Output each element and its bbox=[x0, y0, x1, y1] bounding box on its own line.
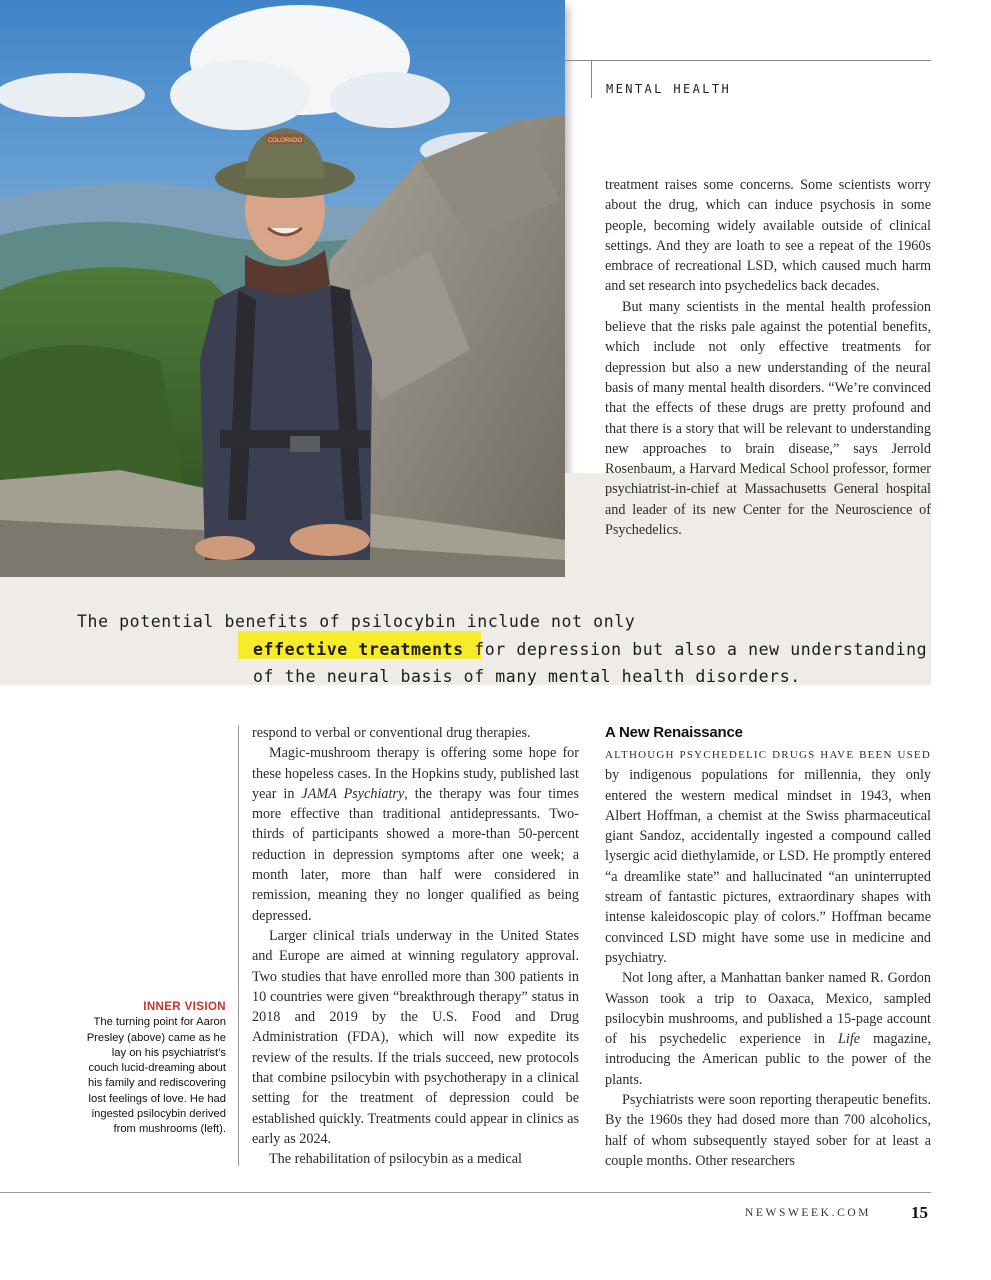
section-label: MENTAL HEALTH bbox=[606, 82, 732, 96]
magazine-title: Life bbox=[837, 1031, 861, 1048]
pull-quote-line-3: of the neural basis of many mental health disorders. bbox=[253, 667, 801, 686]
paragraph: treatment raises some concerns. Some scientists worry about the drug, which can induce psychosis in some people, becoming widely available outside of clinical settings. And they are loath to see a repeat of the 1960s embrace of recreational LSD, which caused much harm and set research into psychedelics back decades. bbox=[605, 177, 931, 295]
caption-text: The turning point for Aaron Presley (above) came as he lay on his psychiatrist’s couch lucid-dreaming about his family and rediscovering lost feelings of love. He had ingested psilocybin derived from mushrooms (left). bbox=[86, 1016, 226, 1136]
middle-column bbox=[252, 723, 579, 1170]
subhead: A New Renaissance bbox=[605, 724, 743, 741]
journal-title: JAMA Psychiatry bbox=[301, 785, 405, 802]
paragraph: The rehabilitation of psilocybin as a medical bbox=[269, 1151, 522, 1168]
paragraph: Psychiatrists were soon reporting therapeutic benefits. By the 1960s they had dosed more than 700 alcoholics, half of whom subsequently stayed sober for at least a couple months. Other researchers bbox=[605, 1092, 931, 1169]
footer-site: NEWSWEEK.COM bbox=[745, 1207, 872, 1219]
pull-quote-line-2-rest: for depression but also a new understanding bbox=[463, 640, 928, 659]
top-right-column bbox=[605, 175, 931, 540]
pull-quote-line-1: The potential benefits of psilocybin include not only bbox=[77, 612, 636, 631]
lead-in: ALTHOUGH PSYCHEDELIC DRUGS HAVE BEEN USED bbox=[605, 749, 931, 761]
paragraph-text: Not long after, a Manhattan banker named R. Gordon Wasson took a trip to Oaxaca, Mexico, sampled psilocybin mushrooms, and published a 15-page account of his psychedelic experience in bbox=[605, 970, 931, 1048]
page-number: 15 bbox=[911, 1203, 928, 1222]
pull-quote-line-2 bbox=[253, 640, 927, 659]
section-rule bbox=[565, 60, 931, 61]
paragraph bbox=[252, 743, 579, 926]
hat-logo-text: COLORADO bbox=[267, 138, 303, 144]
paragraph-text: Magic-mushroom therapy is offering some hope for these hopeless cases. In the Hopkins study, published last year in bbox=[252, 745, 579, 802]
right-column bbox=[605, 723, 931, 1171]
footer-rule bbox=[0, 1192, 931, 1193]
paragraph-text: magazine, introducing the American public to the power of the plants. bbox=[605, 1031, 931, 1088]
photo-caption bbox=[86, 1000, 226, 1138]
column-divider bbox=[238, 725, 239, 1166]
caption-title: INNER VISION bbox=[143, 1001, 226, 1013]
paragraph: But many scientists in the mental health profession believe that the risks pale against the potential benefits, which include not only effective treatments for depression but also a new understanding of the neural basis of many mental health disorders. “We’re convinced that the effects of these drugs are pretty profound and that there is a story that will be relevant to understanding new approaches to brain disease,” says Jerrold Rosenbaum, a Harvard Medical School professor, former psychiatrist-in-chief at Massachusetts General hospital and leader of its new Center for the Neuroscience of Psychedelics. bbox=[605, 298, 931, 539]
hero-photo bbox=[0, 0, 565, 577]
paragraph: Larger clinical trials underway in the United States and Europe are aimed at winning regulatory approval. Two studies that have enrolled more than 300 patients in 10 countries were given “breakthrough therapy” status in 2018 and 2019 by the U.S. Food and Drug Administration (FDA), which will now expedite its review of the results. If the trials succeed, new protocols that combine psilocybin with psychotherapy in a clinical setting for the treatment of depression could be established quickly. Treatments could appear in clinics as early as 2024. bbox=[252, 927, 579, 1147]
paragraph-text: by indigenous populations for millennia, they only entered the western medical mindset in 1943, when Albert Hoffman, a chemist at the Swiss pharmaceutical giant Sandoz, accidentally ingested a compound called lysergic acid diethylamide, or LSD. He promptly entered “a dreamlike state” and hallucinated “an uninterrupted stream of fantastic pictures, extraordinary shapes with intense kaleidoscopic play of colors.” Hoffman became convinced LSD might have some use in medicine and psychiatry. bbox=[605, 767, 931, 966]
pull-quote-highlight-text: effective treatments bbox=[253, 640, 464, 659]
paragraph: respond to verbal or conventional drug therapies. bbox=[252, 725, 531, 741]
paragraph bbox=[605, 968, 931, 1090]
paragraph-text: , the therapy was four times more effective than traditional antidepressants. Two-thirds of participants showed a more-than 50-percent reduction in depression symptoms after one week; a month later, more than half were considered in remission, meaning they no longer qualified as being depressed. bbox=[252, 785, 579, 924]
section-tick bbox=[591, 60, 592, 98]
paragraph bbox=[605, 744, 931, 968]
